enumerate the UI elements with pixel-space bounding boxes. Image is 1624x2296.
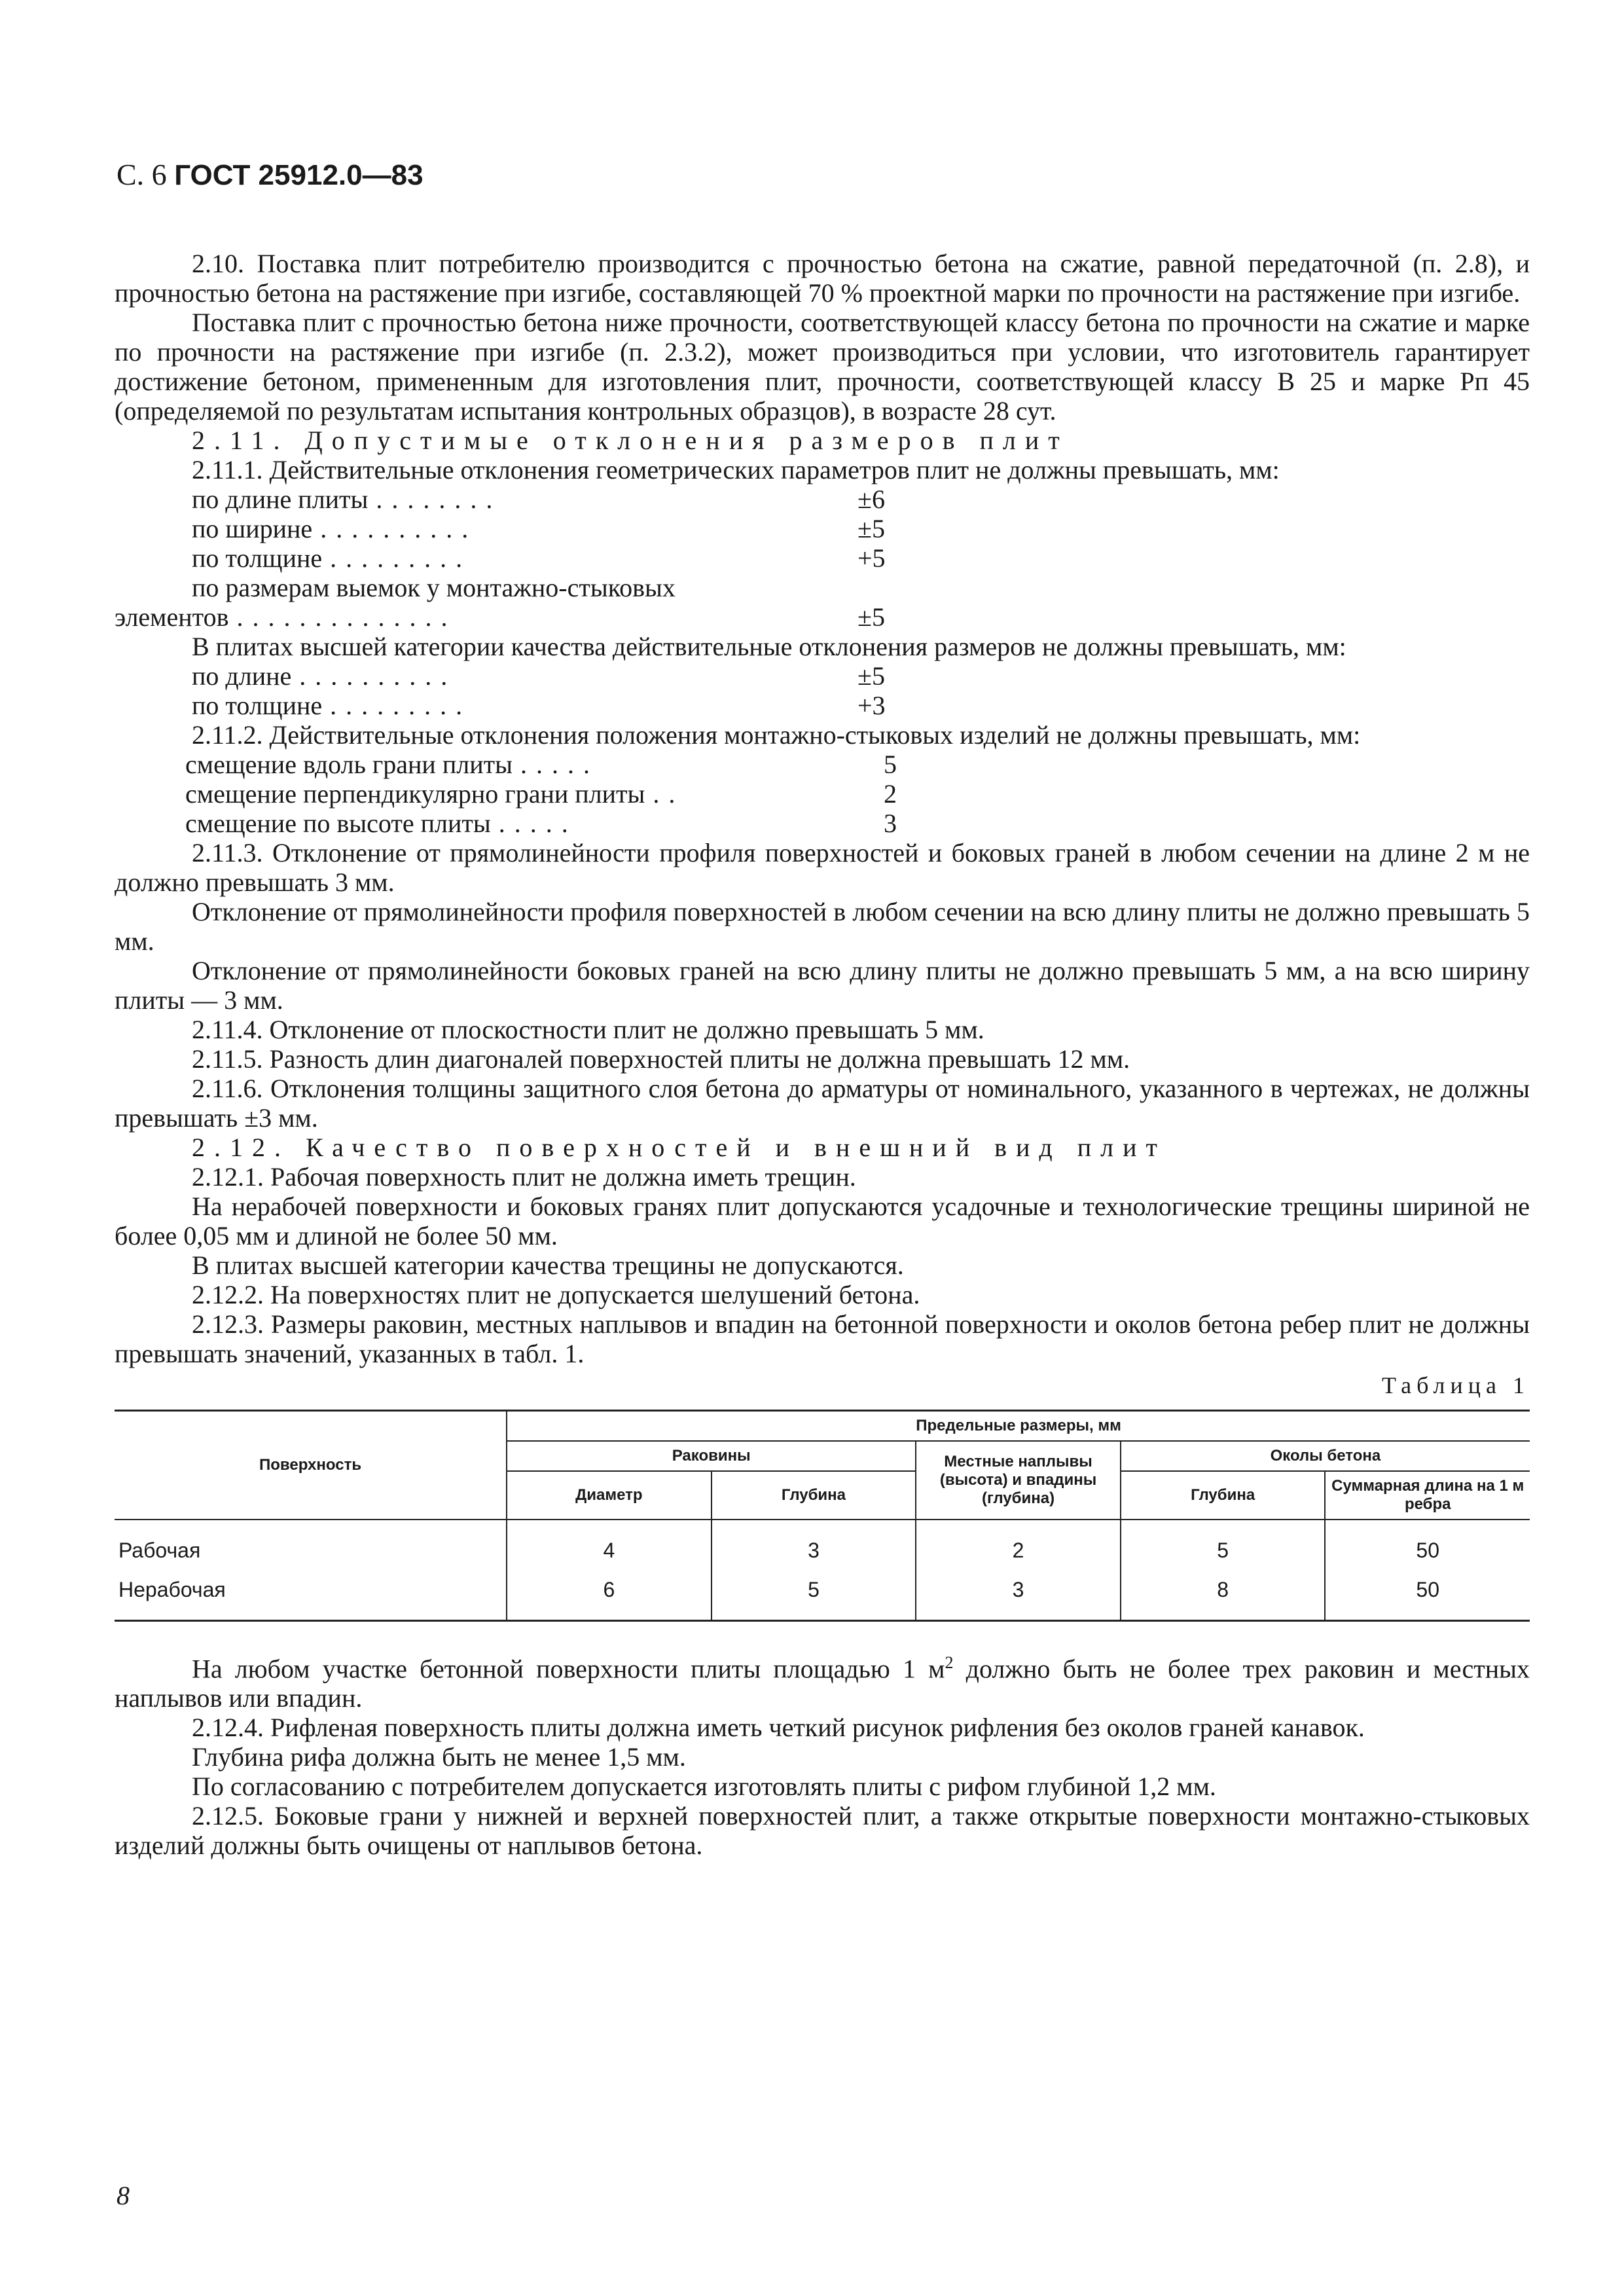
paragraph-after-table: На любом участке бетонной поверхности плиты площадью 1 $м^2$ должно быть не более трех раковин и местных наплывов или впадин. — [115, 1653, 1530, 1713]
list-item: по толщине . . . . . . . . . +3 — [192, 691, 886, 720]
table-row: Нерабочая 6 5 3 8 50 — [115, 1570, 1530, 1621]
heading-2-12: 2.12. Качество поверхностей и внешний вид плит — [192, 1133, 1166, 1162]
paragraph-2-10-b: Поставка плит с прочностью бетона ниже прочности, соответствующей классу бетона по прочности на сжатие и марке по прочности на растяжение при изгибе (п. 2.3.2), может производиться при условии, что изготовитель гарантирует достижение бетоном, примененным для изготовления плит, прочности, соответствующей классу В 25 и марке Рп 45 (определяемой по результатам испытания контрольных образцов), в возрасте 28 сут. — [115, 308, 1530, 426]
paragraph-2-12-4-b: Глубина рифа должна быть не менее 1,5 мм. — [192, 1742, 686, 1772]
list-item: смещение перпендикулярно грани плиты . . 2 — [185, 779, 897, 809]
tolerance-list-2-11-1 — [115, 484, 1530, 632]
col-header-diameter: Диаметр — [507, 1471, 712, 1520]
list-item: по ширине . . . . . . . . . . ±5 — [192, 514, 885, 543]
list-item: по длине плиты . . . . . . . . ±6 — [192, 484, 885, 514]
limits-table — [115, 1410, 1530, 1622]
paragraph-2-11-1: 2.11.1. Действительные отклонения геометрических параметров плит не должны превышать, мм: — [192, 455, 1280, 484]
list-item: элементов . . . . . . . . . . . . . . ±5 — [115, 602, 885, 632]
header-prefix: С. 6 — [117, 158, 175, 191]
document-body — [115, 249, 1530, 1860]
tolerance-list-2-11-2 — [115, 750, 1530, 838]
paragraph-2-11-3-b: Отклонение от прямолинейности профиля поверхностей в любом сечении на всю длину плиты не должно превышать 5 мм. — [115, 897, 1530, 956]
table-caption: Таблица 1 — [1382, 1372, 1530, 1398]
paragraph-2-12-1: 2.12.1. Рабочая поверхность плит не должна иметь трещин. — [192, 1162, 856, 1192]
heading-2-11: 2.11. Допустимые отклонения размеров плит — [192, 426, 1069, 455]
col-header-depth: Глубина — [712, 1471, 916, 1520]
page-number: 8 — [117, 2181, 130, 2210]
tolerance-list-high-category — [115, 661, 1530, 720]
list-item: по толщине . . . . . . . . . +5 — [192, 543, 886, 573]
list-item: по размерам выемок у монтажно-стыковых — [192, 573, 676, 602]
list-item: смещение по высоте плиты . . . . . 3 — [185, 809, 897, 838]
paragraph-2-11-1-b: В плитах высшей категории качества действительные отклонения размеров не должны превышать, мм: — [192, 632, 1346, 661]
page-header — [117, 157, 424, 192]
paragraph-2-12-1-c: В плитах высшей категории качества трещины не допускаются. — [192, 1250, 904, 1280]
standard-title: ГОСТ 25912.0—83 — [174, 159, 424, 191]
col-header-local: Местные наплывы (высота) и впадины (глубина) — [916, 1441, 1121, 1520]
paragraph-2-11-6: 2.11.6. Отклонения толщины защитного слоя бетона до арматуры от номинального, указанного в чертежах, не должны превышать ±3 мм. — [115, 1074, 1530, 1133]
paragraph-2-12-4-c: По согласованию с потребителем допускается изготовлять плиты с рифом глубиной 1,2 мм. — [192, 1772, 1216, 1802]
col-header-surface: Поверхность — [115, 1411, 507, 1520]
table-row: Рабочая 4 3 2 5 50 — [115, 1520, 1530, 1570]
paragraph-2-11-4: 2.11.4. Отклонение от плоскостности плит не должно превышать 5 мм. — [192, 1015, 984, 1044]
paragraph-2-12-5: 2.12.5. Боковые грани у нижней и верхней поверхностей плит, а также открытые поверхности монтажно-стыковых изделий должны быть очищены от наплывов бетона. — [115, 1801, 1530, 1861]
col-header-cavities: Раковины — [507, 1441, 916, 1471]
col-header-limits: Предельные размеры, мм — [507, 1411, 1530, 1442]
paragraph-2-10: 2.10. Поставка плит потребителю производится с прочностью бетона на сжатие, равной передаточной (п. 2.8), и прочностью бетона на растяжение при изгибе, составляющей 70 % проектной марки по прочности на растяжение при изгибе. — [115, 249, 1530, 308]
paragraph-2-12-1-b: На нерабочей поверхности и боковых гранях плит допускаются усадочные и технологические трещины шириной не более 0,05 мм и длиной не более 50 мм. — [115, 1192, 1530, 1250]
paragraph-2-11-5: 2.11.5. Разность длин диагоналей поверхностей плиты не должна превышать 12 мм. — [192, 1044, 1130, 1074]
list-item: по длине . . . . . . . . . . ±5 — [192, 661, 885, 691]
paragraph-2-12-2: 2.12.2. На поверхностях плит не допускается шелушений бетона. — [192, 1280, 920, 1309]
paragraph-2-11-3-c: Отклонение от прямолинейности боковых граней на всю длину плиты не должно превышать 5 мм, а на всю ширину плиты — 3 мм. — [115, 956, 1530, 1015]
paragraph-2-11-2: 2.11.2. Действительные отклонения положения монтажно-стыковых изделий не должны превышать, мм: — [192, 720, 1361, 750]
col-header-total: Суммарная длина на 1 м ребра — [1325, 1471, 1530, 1520]
paragraph-2-12-4: 2.12.4. Рифленая поверхность плиты должна иметь четкий рисунок рифления без околов граней канавок. — [192, 1713, 1365, 1743]
list-item: смещение вдоль грани плиты . . . . . 5 — [185, 750, 897, 779]
col-header-chip-depth: Глубина — [1121, 1471, 1326, 1520]
paragraph-2-12-3: 2.12.3. Размеры раковин, местных наплывов и впадин на бетонной поверхности и околов бетона ребер плит не должны превышать значений, указанных в табл. 1. — [115, 1309, 1530, 1368]
paragraph-2-11-3: 2.11.3. Отклонение от прямолинейности профиля поверхностей и боковых граней в любом сечении на длине 2 м не должно превышать 3 мм. — [115, 838, 1530, 897]
col-header-chips: Околы бетона — [1121, 1441, 1530, 1471]
